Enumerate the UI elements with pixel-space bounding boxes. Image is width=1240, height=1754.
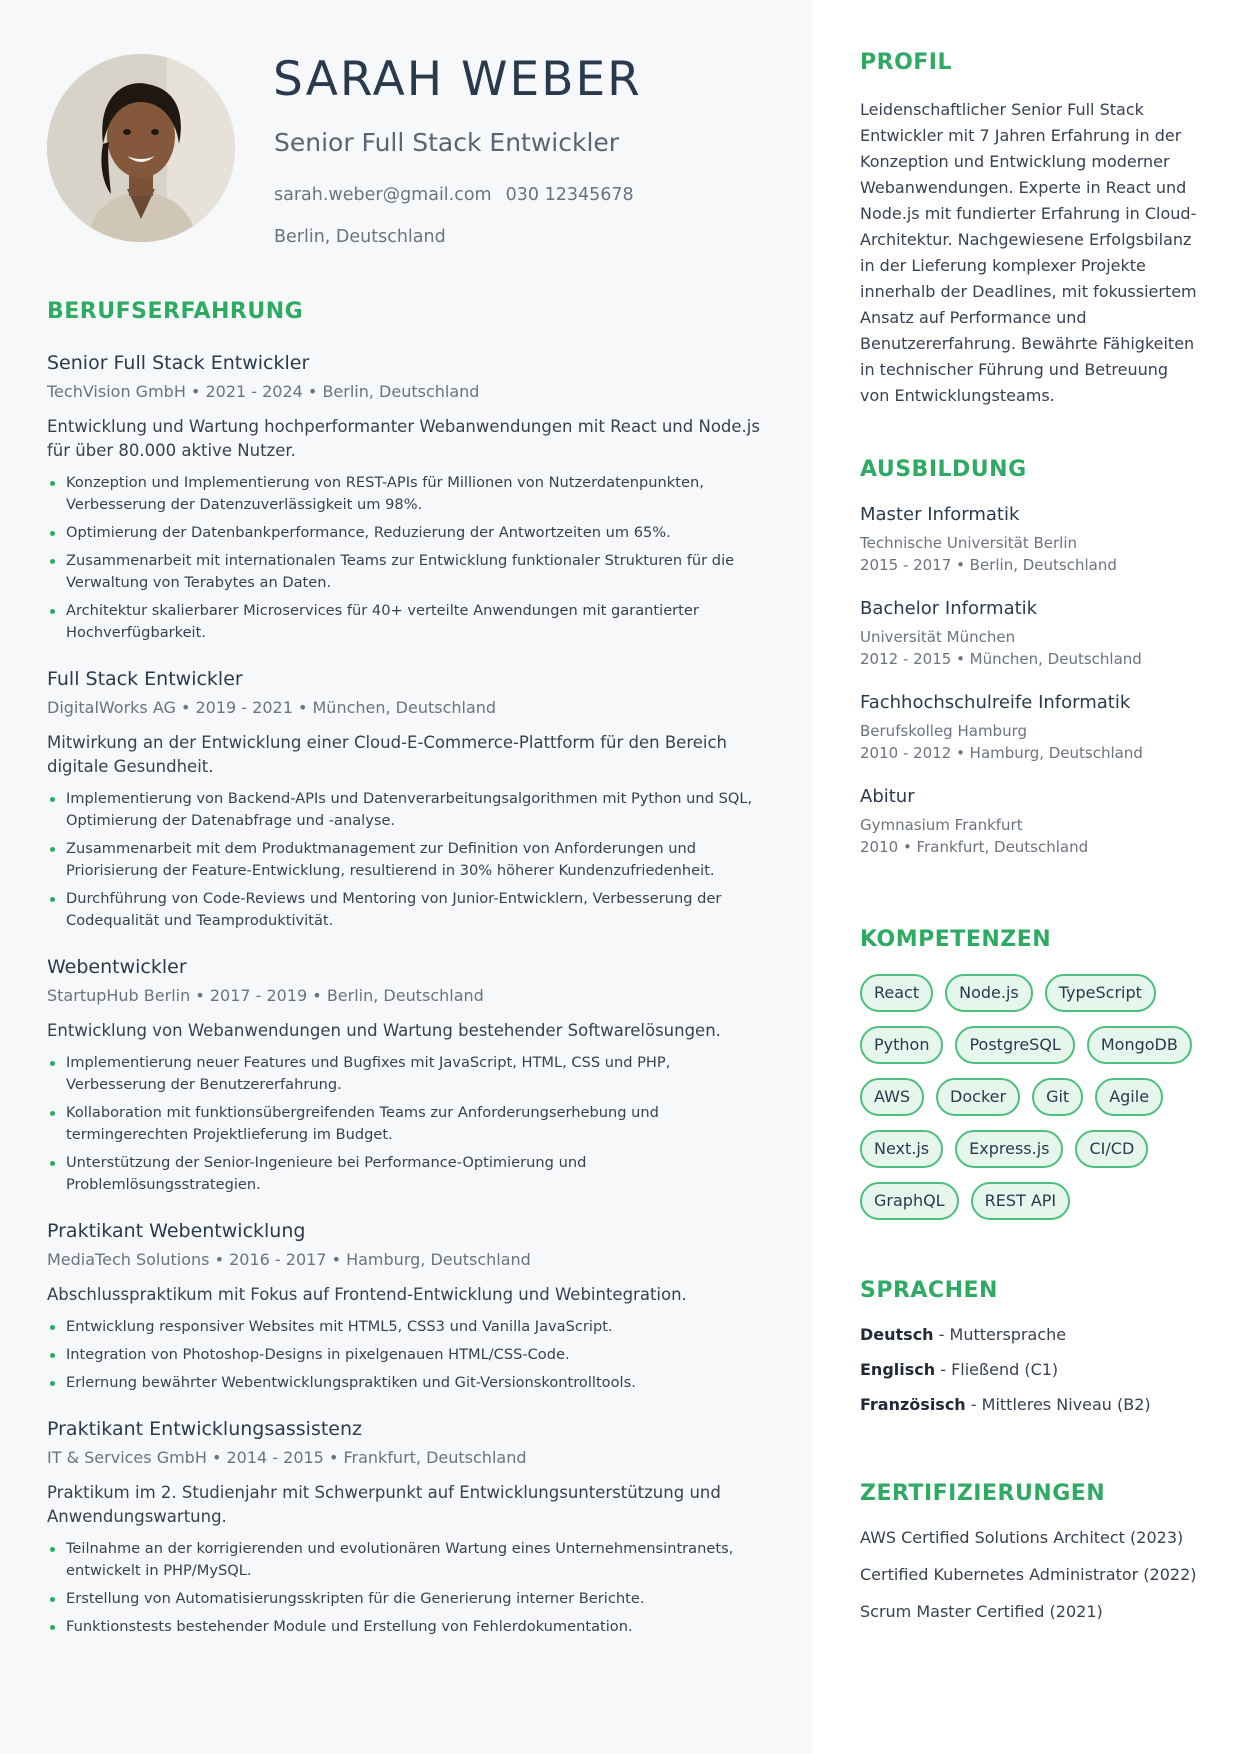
language-item bbox=[860, 1395, 1200, 1414]
education-school: Berufskolleg Hamburg bbox=[860, 722, 1028, 740]
education-item bbox=[860, 786, 1200, 858]
languages-heading: SPRACHEN bbox=[860, 1278, 998, 1303]
job-bullet: Kollaboration mit funktionsübergreifenden Teams zur Anforderungserhebung und termingerechten Projektlieferung im Budget. bbox=[47, 1102, 767, 1146]
skills-list bbox=[860, 974, 1220, 1220]
skill-tag: Docker bbox=[936, 1078, 1020, 1116]
contact-line bbox=[274, 185, 634, 205]
education-item bbox=[860, 692, 1200, 764]
job-bullet: Unterstützung der Senior-Ingenieure bei Performance-Optimierung und Problemlösungsstrategien. bbox=[47, 1152, 767, 1196]
education-school: Gymnasium Frankfurt bbox=[860, 816, 1023, 834]
job-bullet: Zusammenarbeit mit internationalen Teams zur Entwicklung funktionaler Strukturen für die Verwaltung von Terabytes an Daten. bbox=[47, 550, 767, 594]
education-item bbox=[860, 598, 1200, 670]
education-school: Universität München bbox=[860, 628, 1016, 646]
skill-tag: MongoDB bbox=[1087, 1026, 1192, 1064]
languages-list bbox=[860, 1325, 1200, 1414]
profile-heading: PROFIL bbox=[860, 50, 952, 75]
job-bullet: Erlernung bewährter Webentwicklungspraktiken und Git-Versionskontrolltools. bbox=[47, 1372, 767, 1394]
job-title: Praktikant Entwicklungsassistenz bbox=[47, 1418, 363, 1440]
job-entry bbox=[47, 1220, 767, 1394]
email-link[interactable]: sarah.weber@gmail.com bbox=[274, 185, 492, 205]
language-name: Englisch bbox=[860, 1360, 936, 1379]
job-bullet: Funktionstests bestehender Module und Erstellung von Fehlerdokumentation. bbox=[47, 1616, 767, 1638]
job-bullets bbox=[47, 788, 767, 932]
languages-section bbox=[860, 1278, 1200, 1414]
jobs-list bbox=[47, 352, 767, 1638]
job-entry bbox=[47, 1418, 767, 1638]
profile-photo bbox=[47, 54, 235, 242]
education-degree: Abitur bbox=[860, 786, 915, 807]
education-meta: 2010 - 2012 • Hamburg, Deutschland bbox=[860, 744, 1143, 762]
education-meta: 2015 - 2017 • Berlin, Deutschland bbox=[860, 556, 1117, 574]
job-bullet: Konzeption und Implementierung von REST-APIs für Millionen von Nutzerdatenpunkten, Verbesserung der Datenzuverlässigkeit um 98%. bbox=[47, 472, 767, 516]
skill-tag: Express.js bbox=[955, 1130, 1063, 1168]
skill-tag: GraphQL bbox=[860, 1182, 959, 1220]
skill-tag: CI/CD bbox=[1075, 1130, 1148, 1168]
education-degree: Master Informatik bbox=[860, 504, 1020, 525]
job-bullet: Teilnahme an der korrigierenden und evolutionären Wartung eines Unternehmensintranets, entwickelt in PHP/MySQL. bbox=[47, 1538, 767, 1582]
job-meta: MediaTech Solutions • 2016 - 2017 • Hamburg, Deutschland bbox=[47, 1250, 531, 1269]
skills-section bbox=[860, 927, 1220, 1220]
skill-tag: Python bbox=[860, 1026, 943, 1064]
job-bullet: Integration von Photoshop-Designs in pixelgenauen HTML/CSS-Code. bbox=[47, 1344, 767, 1366]
skill-tag: AWS bbox=[860, 1078, 924, 1116]
profile-section bbox=[860, 50, 1200, 409]
skill-tag: Next.js bbox=[860, 1130, 943, 1168]
education-section bbox=[860, 457, 1200, 858]
location-text: Berlin, Deutschland bbox=[274, 227, 446, 247]
education-meta: 2010 • Frankfurt, Deutschland bbox=[860, 838, 1089, 856]
skill-tag: REST API bbox=[971, 1182, 1071, 1220]
skill-tag: TypeScript bbox=[1045, 974, 1156, 1012]
profile-text: Leidenschaftlicher Senior Full Stack Entwickler mit 7 Jahren Erfahrung in der Konzeption und Entwicklung moderner Webanwendungen. Experte in React und Node.js mit fundierter Erfahrung in Cloud-Architektur. Nachgewiesene Erfolgsbilanz in der Lieferung komplexer Projekte innerhalb der Deadlines, mit fokussiertem Ansatz auf Performance und Benutzererfahrung. Bewährte Fähigkeiten in technischer Führung und Betreuung von Entwicklungsteams. bbox=[860, 100, 1197, 405]
job-title: Webentwickler bbox=[47, 956, 187, 978]
job-bullet: Zusammenarbeit mit dem Produktmanagement zur Definition von Anforderungen und Priorisierung der Feature-Entwicklung, resultierend in 30% höherer Kundenzufriedenheit. bbox=[47, 838, 767, 882]
language-level: - Fließend (C1) bbox=[935, 1360, 1059, 1379]
job-bullet: Entwicklung responsiver Websites mit HTML5, CSS3 und Vanilla JavaScript. bbox=[47, 1316, 767, 1338]
job-description: Praktikum im 2. Studienjahr mit Schwerpunkt auf Entwicklungsunterstützung und Anwendungswartung. bbox=[47, 1483, 721, 1526]
skill-tag: Git bbox=[1032, 1078, 1083, 1116]
phone-number[interactable]: 030 12345678 bbox=[505, 185, 634, 205]
language-name: Französisch bbox=[860, 1395, 966, 1414]
job-meta: StartupHub Berlin • 2017 - 2019 • Berlin, Deutschland bbox=[47, 986, 484, 1005]
job-bullet: Optimierung der Datenbankperformance, Reduzierung der Antwortzeiten um 65%. bbox=[47, 522, 767, 544]
skill-tag: Agile bbox=[1095, 1078, 1163, 1116]
language-item bbox=[860, 1360, 1200, 1379]
language-level: - Muttersprache bbox=[933, 1325, 1067, 1344]
skill-tag: Node.js bbox=[945, 974, 1033, 1012]
job-description: Entwicklung von Webanwendungen und Wartung bestehender Softwarelösungen. bbox=[47, 1021, 721, 1040]
job-title: Full Stack Entwickler bbox=[47, 668, 243, 690]
skills-heading: KOMPETENZEN bbox=[860, 927, 1052, 952]
job-bullets bbox=[47, 1316, 767, 1394]
skill-tag: PostgreSQL bbox=[955, 1026, 1074, 1064]
certification-item: AWS Certified Solutions Architect (2023) bbox=[860, 1528, 1184, 1547]
candidate-name: SARAH WEBER bbox=[273, 52, 642, 107]
certification-item: Scrum Master Certified (2021) bbox=[860, 1602, 1103, 1621]
job-bullet: Erstellung von Automatisierungsskripten für die Generierung interner Berichte. bbox=[47, 1588, 767, 1610]
job-bullets bbox=[47, 1538, 767, 1638]
candidate-title: Senior Full Stack Entwickler bbox=[274, 128, 620, 157]
education-degree: Fachhochschulreife Informatik bbox=[860, 692, 1131, 713]
education-school: Technische Universität Berlin bbox=[860, 534, 1077, 552]
job-bullets bbox=[47, 472, 767, 644]
job-bullets bbox=[47, 1052, 767, 1196]
job-description: Abschlusspraktikum mit Fokus auf Frontend-Entwicklung und Webintegration. bbox=[47, 1285, 687, 1304]
job-title: Praktikant Webentwicklung bbox=[47, 1220, 306, 1242]
certification-item: Certified Kubernetes Administrator (2022) bbox=[860, 1565, 1197, 1584]
job-entry bbox=[47, 668, 767, 932]
job-entry bbox=[47, 956, 767, 1196]
job-meta: TechVision GmbH • 2021 - 2024 • Berlin, Deutschland bbox=[47, 382, 480, 401]
language-level: - Mittleres Niveau (B2) bbox=[965, 1395, 1151, 1414]
education-item bbox=[860, 504, 1200, 576]
job-bullet: Architektur skalierbarer Microservices für 40+ verteilte Anwendungen mit garantierter Hochverfügbarkeit. bbox=[47, 600, 767, 644]
certifications-list bbox=[860, 1528, 1200, 1621]
job-description: Entwicklung und Wartung hochperformanter Webanwendungen mit React und Node.js für über 80.000 aktive Nutzer. bbox=[47, 417, 760, 460]
certifications-heading: ZERTIFIZIERUNGEN bbox=[860, 1481, 1106, 1506]
skill-tag: React bbox=[860, 974, 933, 1012]
language-name: Deutsch bbox=[860, 1325, 934, 1344]
job-bullet: Implementierung neuer Features und Bugfixes mit JavaScript, HTML, CSS und PHP, Verbesserung der Benutzererfahrung. bbox=[47, 1052, 767, 1096]
education-heading: AUSBILDUNG bbox=[860, 457, 1027, 482]
job-bullet: Implementierung von Backend-APIs und Datenverarbeitungsalgorithmen mit Python und SQL, Optimierung der Datenabfrage und -analyse. bbox=[47, 788, 767, 832]
job-meta: IT & Services GmbH • 2014 - 2015 • Frankfurt, Deutschland bbox=[47, 1448, 527, 1467]
experience-heading: BERUFSERFAHRUNG bbox=[47, 299, 304, 324]
job-meta: DigitalWorks AG • 2019 - 2021 • München, Deutschland bbox=[47, 698, 497, 717]
certifications-section bbox=[860, 1481, 1200, 1621]
job-title: Senior Full Stack Entwickler bbox=[47, 352, 310, 374]
job-entry bbox=[47, 352, 767, 644]
experience-section bbox=[47, 299, 767, 1644]
job-description: Mitwirkung an der Entwicklung einer Cloud-E-Commerce-Plattform für den Bereich digitale Gesundheit. bbox=[47, 733, 728, 776]
education-meta: 2012 - 2015 • München, Deutschland bbox=[860, 650, 1142, 668]
language-item bbox=[860, 1325, 1200, 1344]
job-bullet: Durchführung von Code-Reviews und Mentoring von Junior-Entwicklern, Verbesserung der Codequalität und Teamproduktivität. bbox=[47, 888, 767, 932]
education-degree: Bachelor Informatik bbox=[860, 598, 1038, 619]
education-list bbox=[860, 504, 1200, 858]
